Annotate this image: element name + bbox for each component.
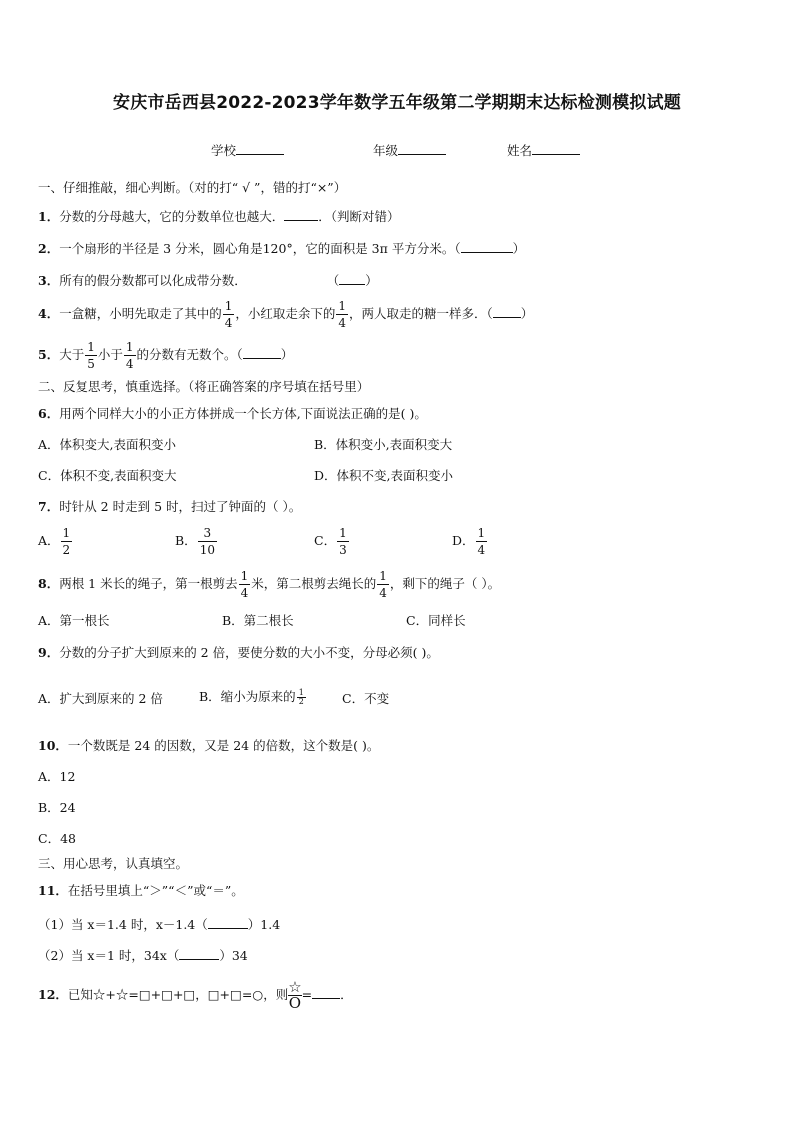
section-2-heading: 二、反复思考，慎重选择。（将正确答案的序号填在括号里） [38, 379, 370, 394]
question-1: 1．分数的分母越大，它的分数单位也越大． ．（判断对错） [38, 209, 400, 224]
fraction-one-fifth: $\frac{1}{5}$ [87, 340, 95, 371]
question-9: 9．分数的分子扩大到原来的 2 倍，要使分数的大小不变，分母必须( )。 [38, 645, 439, 660]
q6-option-b[interactable]: B．体积变小,表面积变大 [314, 437, 453, 452]
q10-option-c[interactable]: C．48 [38, 831, 76, 846]
fraction-one-quarter: $\frac{1}{4}$ [224, 299, 233, 330]
answer-blank-12[interactable] [312, 987, 340, 999]
q10-option-b[interactable]: B．24 [38, 800, 76, 815]
q7-option-a[interactable]: A． $\frac{1}{2}$ [38, 526, 71, 557]
question-2: 2．一个扇形的半径是 3 分米，圆心角是120°，它的面积是 3π 平方分米。（ ） [38, 241, 526, 256]
answer-blank-5[interactable] [243, 347, 281, 359]
question-11-part-2: （2）当 x＝1 时，34x（ ）34 [38, 948, 248, 963]
answer-blank-4[interactable] [493, 306, 521, 318]
grade-blank[interactable] [398, 142, 446, 155]
q10-option-a[interactable]: A．12 [38, 769, 76, 784]
fraction-one-quarter: $\frac{1}{4}$ [338, 299, 347, 330]
q6-option-c[interactable]: C．体积不变,表面积变大 [38, 468, 177, 483]
q9-option-b[interactable]: B．缩小为原来的 $\frac{1}{2}$ [199, 688, 304, 706]
school-blank[interactable] [236, 142, 284, 155]
answer-blank-11-1[interactable] [208, 917, 248, 929]
name-field[interactable]: 姓名 [507, 141, 580, 159]
question-11: 11．在括号里填上“＞”“＜”或“＝”。 [38, 883, 244, 898]
question-10: 10．一个数既是 24 的因数，又是 24 的倍数，这个数是( )。 [38, 738, 380, 753]
name-blank[interactable] [532, 142, 580, 155]
question-5: 5．大于 $\frac{1}{5}$ 小于 $\frac{1}{4}$ 的分数有无数个。（ ） [38, 340, 294, 371]
q7-option-d[interactable]: D． $\frac{1}{4}$ [452, 526, 486, 557]
section-1-heading: 一、仔细推敲，细心判断。（对的打“ √ ”，错的打“×”） [38, 180, 347, 195]
q9-option-a[interactable]: A．扩大到原来的 2 倍 [38, 691, 163, 706]
q7-option-c[interactable]: C． $\frac{1}{3}$ [314, 526, 347, 557]
question-7: 7．时针从 2 时走到 5 时，扫过了钟面的（ ）。 [38, 499, 302, 514]
q6-option-a[interactable]: A．体积变大,表面积变小 [38, 437, 177, 452]
question-11-part-1: （1）当 x＝1.4 时，x－1.4（ ）1.4 [38, 917, 281, 932]
star-over-circle-fraction: $\frac{☆}{O}$ [288, 978, 302, 1012]
answer-blank-3[interactable] [339, 273, 365, 285]
q7-option-b[interactable]: B． $\frac{3}{10}$ [175, 526, 215, 557]
question-12: 12．已知☆+☆=□+□+□，□+□=○，则 $\frac{☆}{O}$ = ． [38, 978, 353, 1012]
q6-option-d[interactable]: D．体积不变,表面积变小 [314, 468, 453, 483]
grade-field[interactable]: 年级 [373, 141, 446, 159]
page-title: 安庆市岳西县2022-2023学年数学五年级第二学期期末达标检测模拟试题 [113, 93, 681, 113]
q8-option-a[interactable]: A．第一根长 [38, 613, 110, 628]
q9-option-c[interactable]: C．不变 [342, 691, 390, 706]
fraction-one-quarter: $\frac{1}{4}$ [125, 340, 134, 371]
question-4: 4．一盒糖，小明先取走了其中的 $\frac{1}{4}$ ，小红取走余下的 $\frac{1}{4}$ ，两人取走的糖一样多．（ ） [38, 299, 534, 330]
section-3-heading: 三、用心思考，认真填空。 [38, 856, 189, 871]
question-3: 3．所有的假分数都可以化成带分数． （ ） [38, 273, 378, 288]
school-field[interactable]: 学校 [211, 141, 284, 159]
question-8: 8．两根 1 米长的绳子，第一根剪去 $\frac{1}{4}$ 米，第二根剪去绳长的 $\frac{1}{4}$ ，剩下的绳子（ ）。 [38, 569, 501, 600]
answer-blank-1[interactable] [284, 209, 318, 221]
answer-blank-11-2[interactable] [179, 948, 219, 960]
q8-option-c[interactable]: C．同样长 [406, 613, 466, 628]
question-6: 6．用两个同样大小的小正方体拼成一个长方体,下面说法正确的是( )。 [38, 406, 427, 421]
q8-option-b[interactable]: B．第二根长 [222, 613, 294, 628]
answer-blank-2[interactable] [461, 241, 513, 253]
